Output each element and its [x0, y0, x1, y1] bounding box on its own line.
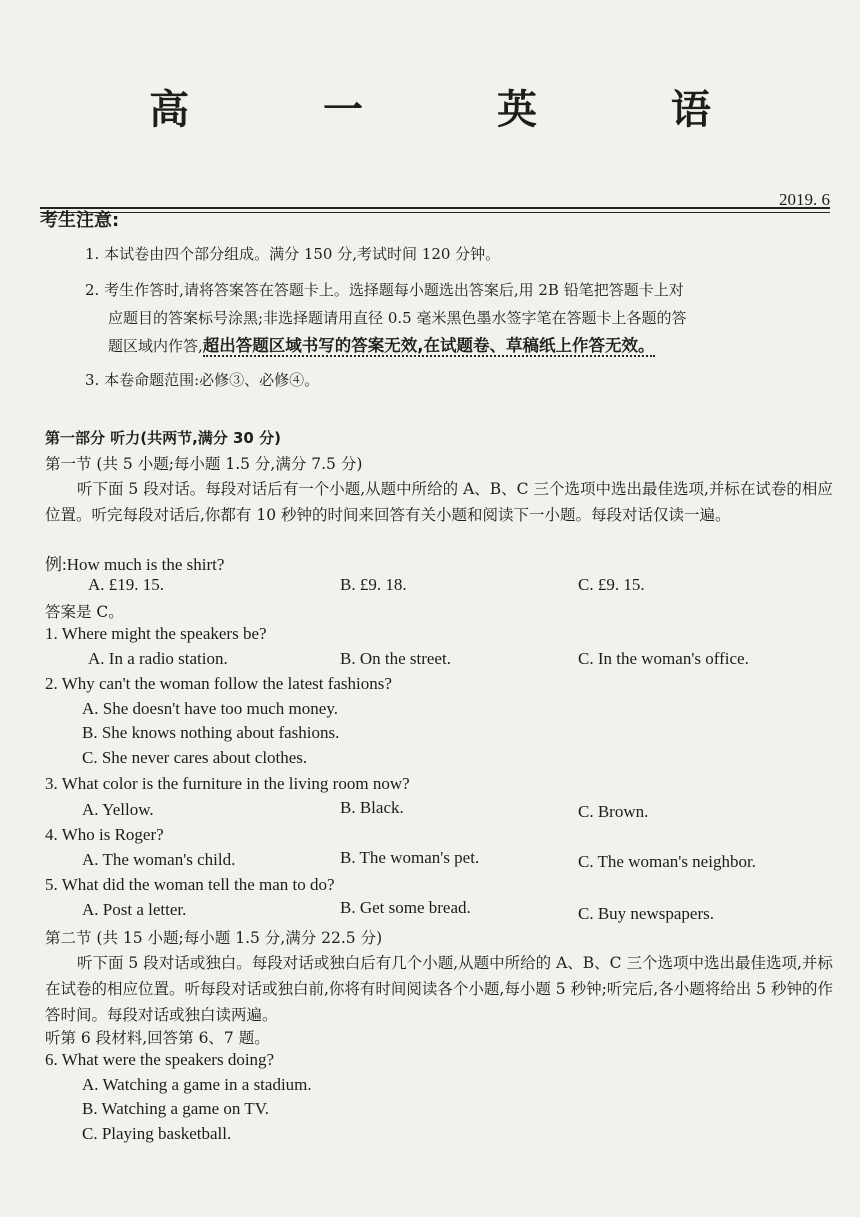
material-note: 听第 6 段材料,回答第 6、7 题。 — [45, 1029, 270, 1047]
section1-heading: 第一节 (共 5 小题;每小题 1.5 分,满分 7.5 分) — [45, 455, 363, 473]
notice-item-2-line-3-prefix: 题区域内作答, — [108, 337, 203, 355]
question-6-option-c: C. Playing basketball. — [82, 1124, 232, 1143]
example-question: 例:How much is the shirt? — [45, 555, 225, 574]
invalid-answer-warning: 超出答题区域书写的答案无效,在试题卷、草稿纸上作答无效。 — [202, 336, 655, 355]
question-3-option-c: C. Brown. — [578, 802, 649, 821]
question-1-option-b: B. On the street. — [340, 649, 451, 668]
question-5-option-a: A. Post a letter. — [82, 900, 187, 919]
example-option-c: C. £9. 15. — [578, 575, 645, 594]
question-4-stem: 4. Who is Roger? — [45, 825, 164, 844]
question-6-option-b: B. Watching a game on TV. — [82, 1099, 270, 1118]
section2-heading: 第二节 (共 15 小题;每小题 1.5 分,满分 22.5 分) — [45, 929, 383, 947]
notice-item-2 — [85, 276, 835, 360]
question-4-option-a: A. The woman's child. — [82, 850, 236, 869]
question-2-option-c: C. She never cares about clothes. — [82, 748, 308, 767]
question-6-stem: 6. What were the speakers doing? — [45, 1050, 275, 1069]
question-1-option-a: A. In a radio station. — [88, 649, 228, 668]
divider-thick — [40, 207, 830, 209]
notice-item-3: 3. 本卷命题范围:必修③、必修④。 — [85, 371, 320, 389]
exam-title: 高 一 英 语 — [149, 87, 771, 133]
question-2-stem: 2. Why can't the woman follow the latest fashions? — [45, 674, 392, 693]
section1-instructions: 听下面 5 段对话。每段对话后有一个小题,从题中所给的 A、B、C 三个选项中选出最佳选项,并标在试卷的相应位置。听完每段对话后,你都有 10 秒钟的时间来回答有关小题和阅读下一小题。每段对话仅读一遍。 — [45, 480, 833, 524]
divider-thin — [40, 212, 830, 213]
question-3-option-a: A. Yellow. — [82, 800, 154, 819]
question-1-stem: 1. Where might the speakers be? — [45, 624, 267, 643]
section2-instructions: 听下面 5 段对话或独白。每段对话或独白后有几个小题,从题中所给的 A、B、C 三个选项中选出最佳选项,并标在试卷的相应位置。听每段对话或独白前,你将有时间阅读各个小题,每小题 5 秒钟;听完后,各小题将给出 5 秒钟的作答时间。每段对话或独白读两遍。 — [45, 954, 833, 1024]
example-option-a: A. £19. 15. — [88, 575, 165, 594]
question-5-option-c: C. Buy newspapers. — [578, 904, 714, 923]
notice-heading: 考生注意: — [40, 210, 120, 231]
question-4-option-b: B. The woman's pet. — [340, 848, 480, 867]
question-6-option-a: A. Watching a game in a stadium. — [82, 1075, 312, 1094]
question-5-stem: 5. What did the woman tell the man to do? — [45, 875, 335, 894]
question-4-option-c: C. The woman's neighbor. — [578, 852, 756, 871]
example-answer: 答案是 C。 — [45, 603, 124, 621]
example-option-b: B. £9. 18. — [340, 575, 407, 594]
part1-heading: 第一部分 听力(共两节,满分 30 分) — [45, 429, 281, 447]
exam-date: 2019. 6 — [779, 190, 830, 209]
notice-item-2-line-3 — [85, 332, 835, 360]
question-3-stem: 3. What color is the furniture in the living room now? — [45, 774, 410, 793]
question-3-option-b: B. Black. — [340, 798, 404, 817]
notice-item-2-line-2: 应题目的答案标号涂黑;非选择题请用直径 0.5 毫米黑色墨水签字笔在答题卡上各题的答 — [108, 309, 687, 327]
question-2-option-a: A. She doesn't have too much money. — [82, 699, 338, 718]
notice-item-1: 1. 本试卷由四个部分组成。满分 150 分,考试时间 120 分钟。 — [85, 245, 501, 263]
question-2-option-b: B. She knows nothing about fashions. — [82, 723, 340, 742]
notice-item-2-line-1: 2. 考生作答时,请将答案答在答题卡上。选择题每小题选出答案后,用 2B 铅笔把答题卡上对 — [85, 281, 684, 299]
question-5-option-b: B. Get some bread. — [340, 898, 471, 917]
question-1-option-c: C. In the woman's office. — [578, 649, 749, 668]
